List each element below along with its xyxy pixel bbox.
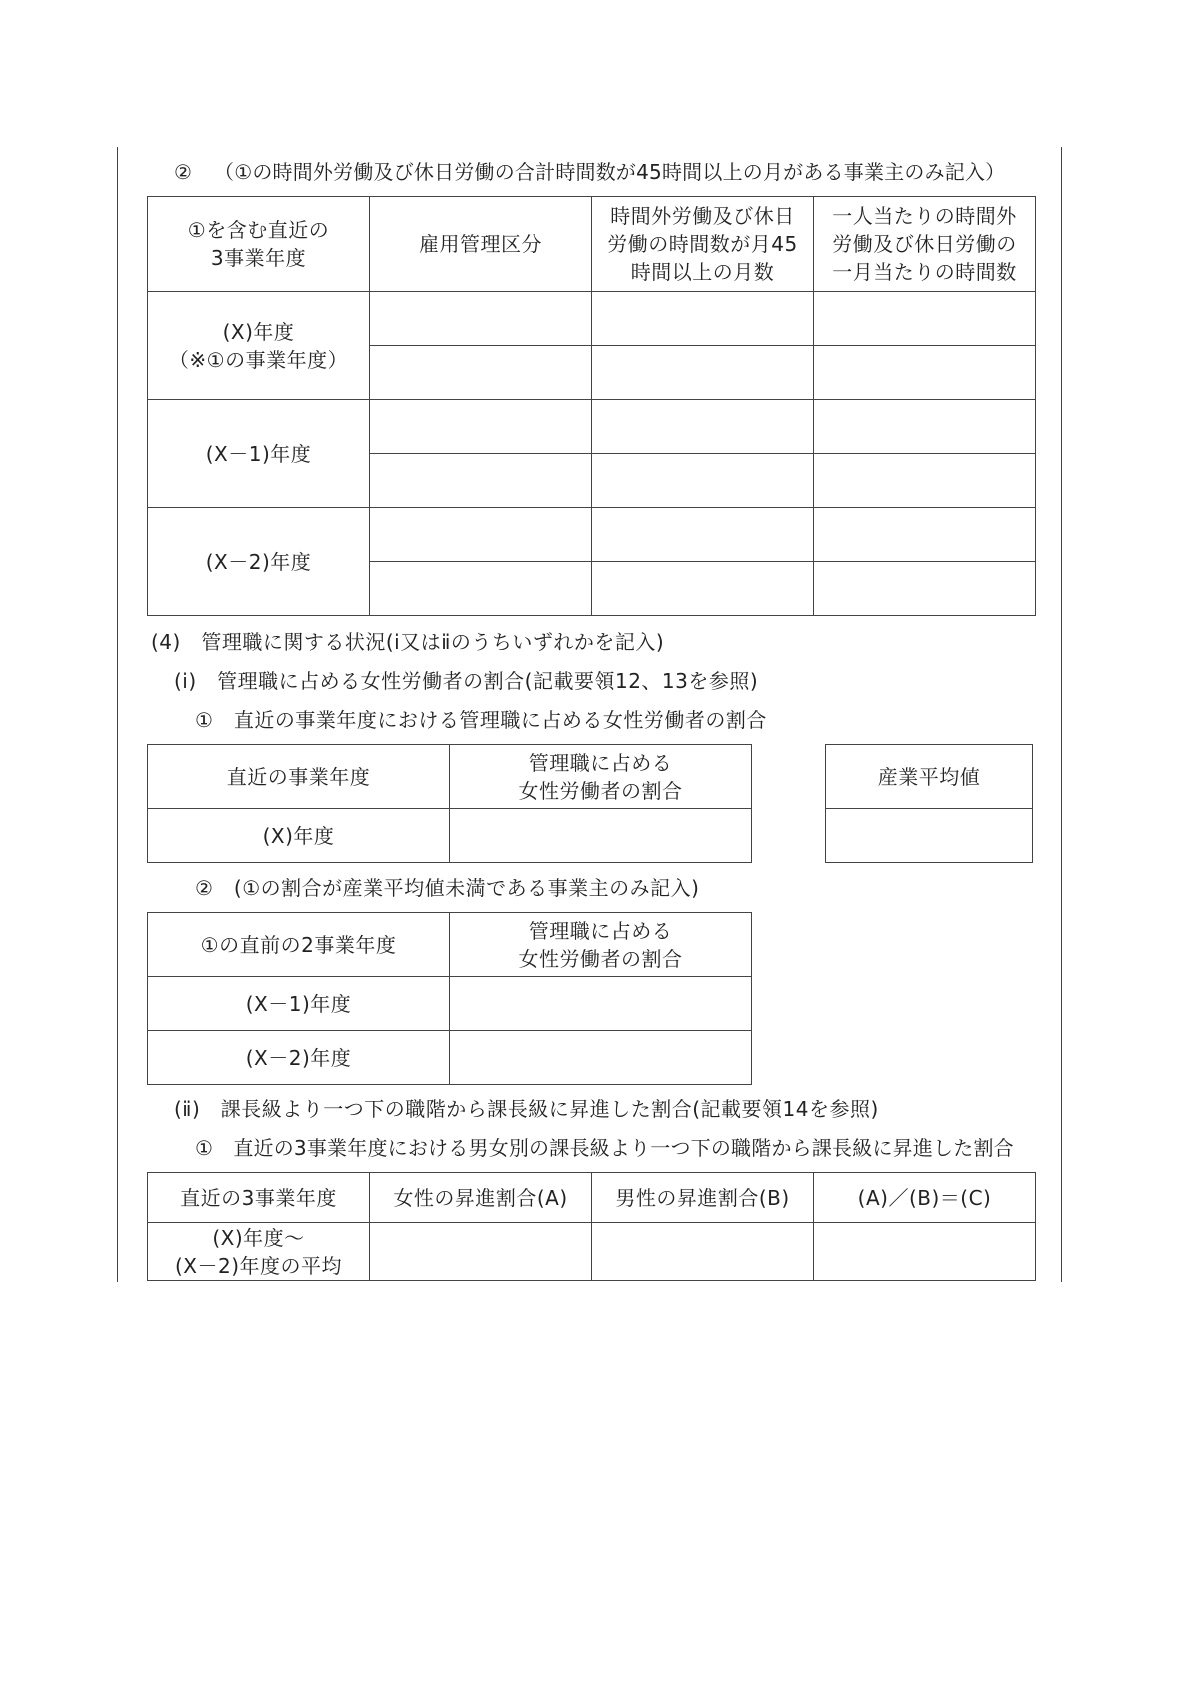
header-line: 管理職に占める	[528, 918, 673, 943]
right-border-line	[1061, 147, 1062, 1282]
header-cell-fiscal-years	[148, 197, 370, 292]
row-label-line: (X－2)年度	[205, 549, 312, 574]
row-label-line: (X)年度～	[212, 1225, 305, 1250]
header-cell-female-promotion: 女性の昇進割合(A)	[370, 1173, 592, 1223]
input-cell[interactable]	[450, 977, 752, 1031]
row-label-line: (X)年度	[222, 319, 295, 344]
table-header-row	[148, 913, 752, 977]
table-header-row	[148, 745, 752, 809]
row-label-x-minus-1: (X－1)年度	[148, 977, 450, 1031]
input-cell[interactable]	[826, 809, 1033, 863]
header-line: ①を含む直近の	[187, 218, 330, 242]
overtime-table-header-row	[148, 197, 1036, 292]
table-row	[148, 809, 752, 863]
header-cell-fiscal-year	[148, 745, 450, 809]
table-row	[148, 292, 1036, 346]
input-cell[interactable]	[370, 508, 592, 562]
input-cell[interactable]	[814, 346, 1036, 400]
input-cell[interactable]	[592, 400, 814, 454]
section4-heading: (4) 管理職に関する状況(ⅰ又はⅱのうちいずれかを記入)	[151, 630, 665, 654]
header-cell-months-over-45h	[592, 197, 814, 292]
header-cell-three-years: 直近の3事業年度	[148, 1173, 370, 1223]
table-row	[826, 809, 1033, 863]
promotion-ratio-table	[147, 1172, 1036, 1281]
input-cell[interactable]	[592, 562, 814, 616]
female-manager-ratio-table	[147, 744, 752, 863]
sub-i-item1-heading: ① 直近の事業年度における管理職に占める女性労働者の割合	[195, 708, 767, 732]
previous-years-ratio-table	[147, 912, 752, 1085]
input-cell[interactable]	[592, 346, 814, 400]
sub-i-item2-heading: ② (①の割合が産業平均値未満である事業主のみ記入)	[195, 876, 700, 900]
row-label-x-minus-2: (X－2)年度	[148, 1031, 450, 1085]
input-cell[interactable]	[814, 400, 1036, 454]
table-row	[148, 400, 1036, 454]
header-cell-industry-average: 産業平均値	[826, 745, 1033, 809]
row-label-line: （※①の事業年度）	[168, 347, 349, 372]
header-cell-previous-years	[148, 913, 450, 977]
input-cell[interactable]	[370, 1223, 592, 1281]
input-cell[interactable]	[592, 1223, 814, 1281]
input-cell[interactable]	[592, 508, 814, 562]
sub-i-heading: (ⅰ) 管理職に占める女性労働者の割合(記載要領12、13を参照)	[174, 669, 759, 693]
sub-ii-item1-heading: ① 直近の3事業年度における男女別の課長級より一つ下の職階から課長級に昇進した割合	[195, 1136, 1014, 1160]
header-line: 労働の時間数が月45	[607, 232, 798, 256]
header-line: 女性労働者の割合	[518, 778, 683, 803]
left-border-line	[117, 147, 118, 1282]
header-cell-female-ratio	[450, 913, 752, 977]
input-cell[interactable]	[814, 454, 1036, 508]
input-cell[interactable]	[450, 1031, 752, 1085]
industry-average-table	[825, 744, 1033, 863]
row-label-x-minus-1	[148, 400, 370, 508]
sub-ii-heading: (ⅱ) 課長級より一つ下の職階から課長級に昇進した割合(記載要領14を参照)	[174, 1097, 879, 1121]
table-header-row	[826, 745, 1033, 809]
header-line: 雇用管理区分	[419, 232, 542, 256]
header-line: 管理職に占める	[528, 750, 673, 775]
header-line: 一月当たりの時間数	[832, 260, 1017, 284]
input-cell[interactable]	[814, 562, 1036, 616]
header-cell-ratio-c: (A)／(B)＝(C)	[814, 1173, 1036, 1223]
section2-heading: （①の時間外労働及び休日労働の合計時間数が45時間以上の月がある事業主のみ記入）	[214, 160, 1006, 184]
input-cell[interactable]	[592, 454, 814, 508]
header-line: 一人当たりの時間外	[832, 204, 1017, 228]
header-line: 3事業年度	[210, 246, 307, 270]
section2-heading-number: ②	[174, 160, 193, 184]
header-line: 労働及び休日労働の	[832, 232, 1017, 256]
input-cell[interactable]	[370, 400, 592, 454]
header-line: 直近の事業年度	[226, 764, 371, 789]
input-cell[interactable]	[814, 508, 1036, 562]
table-row	[148, 977, 752, 1031]
row-label-x: (X)年度	[148, 809, 450, 863]
table-row	[148, 508, 1036, 562]
header-line: ①の直前の2事業年度	[200, 932, 397, 957]
table-row	[148, 1031, 752, 1085]
table-header-row	[148, 1173, 1036, 1223]
input-cell[interactable]	[592, 292, 814, 346]
input-cell[interactable]	[370, 292, 592, 346]
input-cell[interactable]	[370, 346, 592, 400]
row-label-x-minus-2	[148, 508, 370, 616]
header-cell-male-promotion: 男性の昇進割合(B)	[592, 1173, 814, 1223]
row-label-average	[148, 1223, 370, 1281]
overtime-table	[147, 196, 1036, 616]
input-cell[interactable]	[814, 292, 1036, 346]
header-line: 時間外労働及び休日	[610, 204, 795, 228]
row-label-line: (X－2)年度の平均	[174, 1253, 343, 1278]
input-cell[interactable]	[370, 562, 592, 616]
input-cell[interactable]	[450, 809, 752, 863]
header-cell-hours-per-person	[814, 197, 1036, 292]
header-cell-female-ratio	[450, 745, 752, 809]
table-row	[148, 1223, 1036, 1281]
row-label-line: (X－1)年度	[205, 441, 312, 466]
input-cell[interactable]	[814, 1223, 1036, 1281]
header-line: 女性労働者の割合	[518, 946, 683, 971]
row-label-x	[148, 292, 370, 400]
header-line: 時間以上の月数	[630, 260, 775, 284]
input-cell[interactable]	[370, 454, 592, 508]
header-cell-employment-category	[370, 197, 592, 292]
